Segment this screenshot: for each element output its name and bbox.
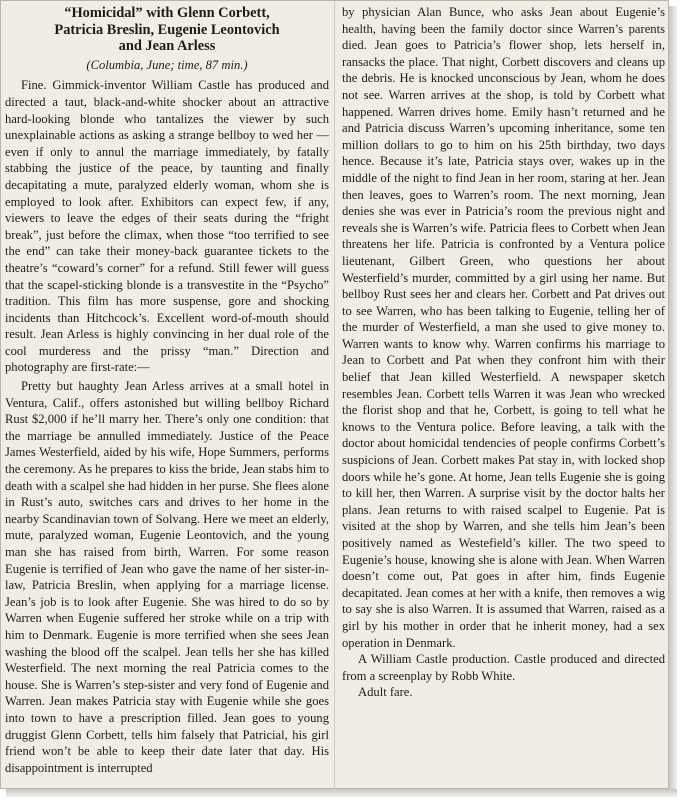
review-title: [5, 5, 329, 55]
audience-rating: Adult fare.: [358, 685, 413, 700]
title-line: Patricia Breslin, Eugenie Leontovich: [54, 21, 280, 38]
title-line: “Homicidal” with Glenn Corbett,: [64, 5, 270, 21]
column-divider: [334, 1, 335, 790]
left-column: [5, 5, 329, 776]
right-column: [342, 4, 665, 701]
page-shadow-bottom: [6, 789, 677, 797]
film-credits: (Columbia, June; time, 87 min.): [86, 57, 248, 72]
page-shadow-right: [669, 6, 677, 796]
synopsis-paragraph: Pretty but haughty Jean Arless arrives at a small hotel in Ventura, Calif., offers astonished but willing bellboy Richard Rust $2,000 if he’ll marry her. There’s only one condition: that the marriage be annulled immediately. Justice of the Peace James Westerfield, aided by his wife, Hope Summers, performs the ceremony. As he prepares to kiss the bride, Jean stabs him to death with a scalpel she had hidden in her purse. She flees alone in Rust’s auto, switches cars and drives to her home in the nearby Scandinavian town of Solvang. Here we meet an elderly, mute, paralyzed woman, Eugenie Leontovich, and the young man she has raised from birth, Warren. For some reason Eugenie is terrified of Jean who gave the name of her sister-in-law, Patricia Breslin, when applying for a marriage license. Jean’s job is to look after Eugenie. She was hired to do so by Warren when Eugenie suffered her stroke while on a trip with him to Denmark. Eugenie is more terrified when she sees Jean washing the blood off the scalpel. Jean tells her she has killed Westerfield. The next morning the real Patricia comes to the house. She is Warren’s step-sister and very fond of Eugenie and Warren. Jean makes Patricia stay with Eugenie while she goes into town to have a prescription filled. Jean goes to young druggist Glenn Corbett, tells him falsely that Patricial, his girl friend won’t be able to keep their date later that day. His disappointment is interrupted: [5, 379, 329, 775]
synopsis-continued: by physician Alan Bunce, who asks Jean about Eugenie’s health, having been the family doctor since Warren’s parents died. Jean goes to Patricia’s flower shop, lets herself in, ransacks the place. That night, Corbett discovers and cleans up the debris. He is knocked unconscious by Jean, whom he does not see. Warren arrives at the shop, is told by Corbett what happened. Warren drives home. Emily hasn’t returned and he and Patricia discuss Warren’s upcoming inheritance, some ten million dollars to go to him on his 25th birthday, two days hence. Because it’s late, Patricia stays over, wakes up in the middle of the night to find Jean in her room, staring at her. Jean then leaves, goes to Warren’s room. The next morning, Jean denies she was ever in Patricia’s room the previous night and reveals she is Warren’s wife. Patricia flees to Corbett when Jean threatens her life. Patricia is confronted by a Ventura police lieutenant, Gilbert Green, who questions her about Westerfield’s murder, committed by a girl using her name. But bellboy Rust sees her and clears her. Corbett and Pat drives out to see Warren, who has been talking to Eugenie, telling her of the murder of Westerfield, a man she used to give money to. Warren wants to know why. Warren confirms his marriage to Jean to Corbett and Pat when they confront him with their belief that Jean killed Westerfield. A newspaper sketch resembles Jean. Corbett tells Warren it was Jean who wrecked the florist shop and that he, Corbett, is going to tell what he knows to the Ventura police. Before leaving, a talk with the doctor about homicidal tendencies of people confirms Corbett’s suspicions of Jean. Corbett makes Pat stay in, with locked shop doors while he’s gone. At home, Jean tells Eugenie she is going to kill her, then Warren. A surprise visit by the doctor halts her plans. Jean returns to with raised scalpel to Eugenie. Pat is visited at the shop by Warren, and she tells him Jean’s been positively named as Westefield’s killer. The two speed to Eugenie’s house, knowing she is alone with Jean. When Warren doesn’t come out, Pat goes in after him, finds Eugenie decapitated. Jean comes at her with a knife, then removes a wig to say she is also Warren. It is assumed that Warren, raised as a girl by his mother in order that he inherit money, had a sex operation in Denmark.: [342, 5, 665, 650]
production-credit: A William Castle production. Castle produced and directed from a screenplay by Robb White.: [342, 652, 665, 683]
review-paragraph: Fine. Gimmick-inventor William Castle has produced and directed a taut, black-and-white shocker about an attractive hard-looking blonde who tantalizes the viewer by such unexplainable actions as asking a strange bellboy to wed her — even if only to annul the marriage immediately, by fatally stabbing the justice of the peace, by taunting and finally decapitating a mute, paralyzed elderly woman, whom she is employed to look after. Exhibitors can expect few, if any, viewers to leave the edges of their seats during the “fright break”, just before the climax, when those “too terrified to see the end” can take their money-back guarantee tickets to the theatre’s “coward’s corner” for a refund. Still fewer will guess that the scapel-sticking blonde is a transvestite in the “Psycho” tradition. This film has more suspense, gore and shocking incidents than Hitchcock’s. Excellent word-of-mouth should result. Jean Arless is highly convincing in her dual role of the cool murderess and the prissy “man.” Direction and photography are first-rate:—: [5, 78, 329, 375]
title-line: and Jean Arless: [118, 38, 216, 55]
